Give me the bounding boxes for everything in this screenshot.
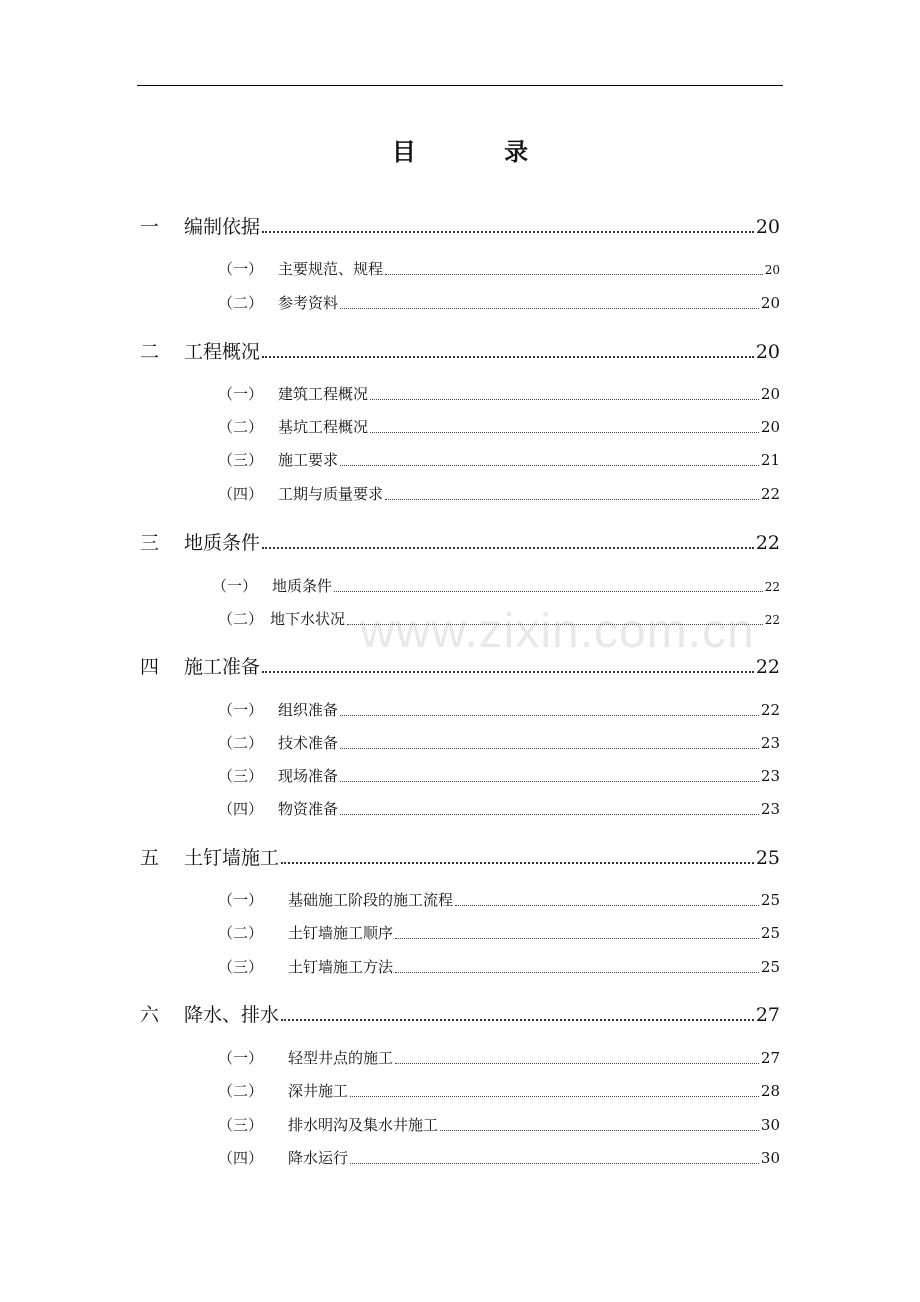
- toc-subentry-page: 27: [760, 1049, 780, 1067]
- toc-entry-number: 六: [140, 1004, 160, 1026]
- dot-leader: [350, 1096, 759, 1097]
- toc-entry-number: 一: [140, 216, 160, 238]
- toc-subentry[interactable]: [218, 483, 780, 505]
- page-title: 目 录: [391, 138, 569, 166]
- dot-leader: [340, 748, 759, 749]
- toc-entry[interactable]: [140, 843, 780, 869]
- toc-subentry-number: （四）: [218, 1149, 264, 1167]
- toc-subentry-number: （三）: [218, 451, 264, 469]
- toc-subentry[interactable]: [218, 416, 780, 438]
- dot-leader: [340, 465, 759, 466]
- toc-subentry[interactable]: [218, 1114, 780, 1136]
- toc-subentry-number: （二）: [218, 924, 264, 942]
- toc-subentry[interactable]: [218, 798, 780, 820]
- toc-subentry[interactable]: [218, 608, 780, 630]
- toc-subentry-page: 23: [760, 800, 780, 818]
- toc-entry-page: 20: [755, 216, 780, 238]
- toc-subentry-page: 25: [760, 924, 780, 942]
- toc-subentry-label: 排水明沟及集水井施工: [288, 1116, 439, 1134]
- dot-leader: [395, 1063, 759, 1064]
- toc-subentry-page: 20: [764, 263, 780, 277]
- toc-entry-label: 地质条件: [184, 532, 261, 554]
- toc-subentry-label: 基础施工阶段的施工流程: [288, 891, 454, 909]
- dot-leader: [347, 624, 763, 625]
- toc-entry-page: 27: [755, 1004, 780, 1026]
- toc-entry-page: 22: [755, 532, 780, 554]
- toc-subentry-page: 30: [760, 1116, 780, 1134]
- toc-subentry[interactable]: [218, 449, 780, 471]
- toc-subentry[interactable]: [218, 922, 780, 944]
- toc-subentry-number: （一）: [218, 260, 264, 278]
- toc-entry-label: 工程概况: [184, 341, 261, 363]
- toc-subentry[interactable]: [212, 575, 780, 597]
- toc-subentry-number: （二）: [218, 1082, 264, 1100]
- toc-entry-label: 降水、排水: [184, 1004, 280, 1026]
- dot-leader: [350, 1163, 759, 1164]
- toc-entry-label: 编制依据: [184, 216, 261, 238]
- toc-subentry[interactable]: [218, 383, 780, 405]
- toc-subentry[interactable]: [218, 956, 780, 978]
- dot-leader: [262, 231, 754, 233]
- toc-subentry-number: （四）: [218, 485, 264, 503]
- toc-subentry-page: 20: [760, 418, 780, 436]
- toc-entry[interactable]: [140, 652, 780, 678]
- dot-leader: [262, 547, 754, 549]
- toc-subentry-number: （二）: [218, 734, 264, 752]
- toc-subentry[interactable]: [218, 1047, 780, 1069]
- toc-subentry-number: （四）: [218, 800, 264, 818]
- dot-leader: [281, 862, 754, 864]
- toc-entry-number: 三: [140, 532, 160, 554]
- toc-subentry-label: 物资准备: [278, 800, 339, 818]
- toc-subentry-number: （二）: [218, 294, 264, 312]
- toc-subentry-label: 技术准备: [278, 734, 339, 752]
- header-rule: [137, 85, 783, 86]
- toc-subentry[interactable]: [218, 258, 780, 280]
- dot-leader: [262, 671, 754, 673]
- toc-entry-page: 22: [755, 656, 780, 678]
- toc-subentry[interactable]: [218, 292, 780, 314]
- dot-leader: [370, 399, 759, 400]
- toc-subentry[interactable]: [218, 699, 780, 721]
- toc-entry-page: 20: [755, 341, 780, 363]
- toc-subentry-page: 21: [760, 451, 780, 469]
- dot-leader: [455, 905, 759, 906]
- toc-entry[interactable]: [140, 212, 780, 238]
- dot-leader: [340, 781, 759, 782]
- toc-subentry-number: （三）: [218, 958, 264, 976]
- toc-subentry-label: 轻型井点的施工: [288, 1049, 394, 1067]
- dot-leader: [395, 972, 759, 973]
- toc-subentry-number: （一）: [218, 385, 264, 403]
- toc-subentry-number: （三）: [218, 767, 264, 785]
- toc-subentry-label: 土钉墙施工方法: [288, 958, 394, 976]
- toc-subentry-number: （二）: [218, 418, 264, 436]
- toc-entry-number: 四: [140, 656, 160, 678]
- toc-subentry-page: 23: [760, 734, 780, 752]
- toc-subentry-number: （一）: [212, 577, 258, 595]
- dot-leader: [370, 432, 759, 433]
- toc-entry[interactable]: [140, 1000, 780, 1026]
- dot-leader: [340, 814, 759, 815]
- toc-subentry-page: 20: [760, 385, 780, 403]
- toc-subentry-page: 23: [760, 767, 780, 785]
- toc-subentry-number: （三）: [218, 1116, 264, 1134]
- toc-entry-label: 施工准备: [184, 656, 261, 678]
- toc-subentry-page: 28: [760, 1082, 780, 1100]
- toc-subentry-label: 参考资料: [278, 294, 339, 312]
- dot-leader: [334, 591, 763, 592]
- toc-subentry-label: 施工要求: [278, 451, 339, 469]
- toc-subentry-label: 现场准备: [278, 767, 339, 785]
- dot-leader: [395, 938, 759, 939]
- toc-entry[interactable]: [140, 337, 780, 363]
- toc-subentry-label: 地下水状况: [270, 610, 346, 628]
- toc-subentry[interactable]: [218, 889, 780, 911]
- toc-subentry-page: 22: [764, 613, 780, 627]
- dot-leader: [281, 1019, 754, 1021]
- toc-entry-page: 25: [755, 847, 780, 869]
- toc-subentry-page: 25: [760, 891, 780, 909]
- toc-subentry-number: （二）: [218, 610, 264, 628]
- toc-subentry-page: 22: [764, 580, 780, 594]
- toc-subentry-label: 工期与质量要求: [278, 485, 384, 503]
- toc-subentry-label: 组织准备: [278, 701, 339, 719]
- toc-entry-number: 五: [140, 847, 160, 869]
- dot-leader: [340, 308, 759, 309]
- toc-entry[interactable]: [140, 528, 780, 554]
- toc-subentry-page: 25: [760, 958, 780, 976]
- toc-subentry-number: （一）: [218, 701, 264, 719]
- toc-subentry-number: （一）: [218, 891, 264, 909]
- toc-subentry-label: 地质条件: [272, 577, 333, 595]
- dot-leader: [385, 499, 759, 500]
- toc-subentry-label: 主要规范、规程: [278, 260, 384, 278]
- toc-subentry[interactable]: [218, 1147, 780, 1169]
- dot-leader: [440, 1130, 759, 1131]
- toc-subentry-label: 降水运行: [288, 1149, 349, 1167]
- toc-subentry-label: 土钉墙施工顺序: [288, 924, 394, 942]
- toc-subentry-page: 22: [760, 485, 780, 503]
- toc-subentry-page: 20: [760, 294, 780, 312]
- toc-subentry-label: 建筑工程概况: [278, 385, 369, 403]
- toc-subentry[interactable]: [218, 732, 780, 754]
- toc-subentry-page: 30: [760, 1149, 780, 1167]
- toc-entry-number: 二: [140, 341, 160, 363]
- toc-entry-label: 土钉墙施工: [184, 847, 280, 869]
- toc-subentry[interactable]: [218, 1080, 780, 1102]
- dot-leader: [385, 274, 763, 275]
- toc-subentry-page: 22: [760, 701, 780, 719]
- dot-leader: [340, 715, 759, 716]
- toc-subentry-number: （一）: [218, 1049, 264, 1067]
- dot-leader: [262, 356, 754, 358]
- toc-subentry-label: 基坑工程概况: [278, 418, 369, 436]
- toc-subentry-label: 深井施工: [288, 1082, 349, 1100]
- toc-subentry[interactable]: [218, 765, 780, 787]
- watermark: www.zixin.com.cn: [360, 605, 755, 658]
